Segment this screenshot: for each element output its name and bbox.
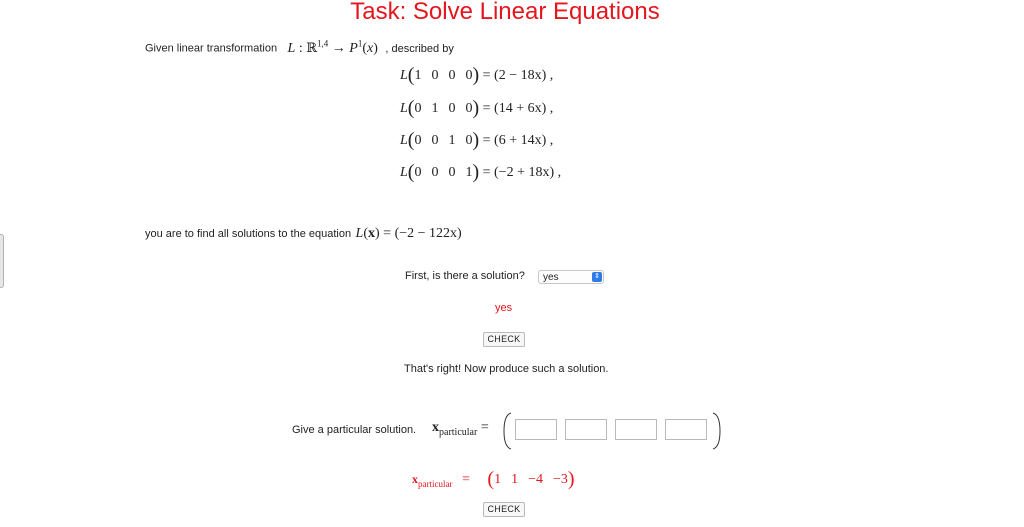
- solution-select[interactable]: [538, 270, 604, 284]
- map4-v2: 0: [431, 165, 439, 180]
- answer-v4: −3: [552, 472, 568, 487]
- particular-subscript: particular: [439, 426, 478, 438]
- mapping-row-3: L(0 0 1 0) = (6 + 14x) ,: [400, 129, 554, 151]
- particular-symbol: $x_{particular}$ =: [432, 420, 489, 438]
- map2-v3: 0: [448, 101, 456, 116]
- page-title: Task: Solve Linear Equations: [350, 0, 660, 25]
- codomain-exponent: 1: [357, 38, 363, 48]
- particular-input-3[interactable]: [615, 419, 657, 440]
- particular-answer: $x_{particular} = (1$ 1 −4 −3): [412, 468, 575, 490]
- map3-v3: 1: [448, 133, 456, 148]
- check-button-2[interactable]: CHECK: [483, 502, 525, 517]
- map1-v4: 0: [465, 68, 473, 83]
- map3-v4: 0: [465, 133, 473, 148]
- map2-v4: 0: [465, 101, 473, 116]
- map4-v4: 1: [465, 165, 473, 180]
- map4-result: (−2 + 18x): [494, 165, 555, 180]
- intro-line: [145, 38, 454, 57]
- select-arrow-icon: ⇕: [592, 272, 602, 282]
- right-bracket: [711, 411, 723, 451]
- codomain-symbol: P: [349, 40, 358, 56]
- map2-result: (14 + 6x): [494, 101, 547, 116]
- check-button[interactable]: CHECK: [483, 332, 525, 347]
- intro-map: L : ℝ$^{1,4}$ → $P^1(x)$: [287, 38, 378, 56]
- side-panel-handle[interactable]: [0, 234, 4, 288]
- map2-v1: 0: [414, 101, 422, 116]
- map4-v3: 0: [448, 165, 456, 180]
- map1-v3: 0: [448, 68, 456, 83]
- map3-v2: 0: [431, 133, 439, 148]
- map1-v2: 0: [431, 68, 439, 83]
- mapping-row-4: L(0 0 0 1) = (−2 + 18x) ,: [400, 161, 562, 183]
- left-bracket: [501, 411, 513, 451]
- solution-select-value: yes: [543, 272, 559, 283]
- intro-tail: , described by: [385, 42, 454, 55]
- map1-result: (2 − 18x): [494, 68, 547, 83]
- equation-line: you are to find all solutions to the equation L(x) = (−2 − 122x): [145, 226, 462, 241]
- domain-symbol: ℝ: [306, 40, 318, 56]
- solution-feedback: yes: [495, 302, 513, 314]
- correct-message: That's right! Now produce such a solution.: [404, 363, 609, 375]
- equation-label: you are to find all solutions to the equation: [145, 228, 352, 240]
- mapping-row-1: L(1 0 0 0) = (2 − 18x) ,: [400, 64, 554, 86]
- particular-input-2[interactable]: [565, 419, 607, 440]
- map3-result: (6 + 14x): [494, 133, 547, 148]
- solution-question-label: First, is there a solution?: [405, 270, 525, 282]
- domain-exponent: 1,4: [317, 38, 329, 48]
- intro-label: Given linear transformation: [145, 42, 278, 55]
- answer-v3: −4: [528, 472, 543, 487]
- particular-label: Give a particular solution.: [292, 424, 417, 436]
- map3-v1: 0: [414, 133, 422, 148]
- particular-input-4[interactable]: [665, 419, 707, 440]
- answer-v2: 1: [511, 472, 519, 487]
- mapping-row-2: L(0 1 0 0) = (14 + 6x) ,: [400, 97, 554, 119]
- map2-v2: 1: [431, 101, 439, 116]
- particular-x: x: [432, 420, 439, 435]
- particular-input-1[interactable]: [515, 419, 557, 440]
- equation-rhs: (−2 − 122x): [394, 226, 462, 241]
- map1-v1: 1: [414, 68, 422, 83]
- answer-v1: 1: [494, 472, 502, 487]
- map4-v1: 0: [414, 165, 422, 180]
